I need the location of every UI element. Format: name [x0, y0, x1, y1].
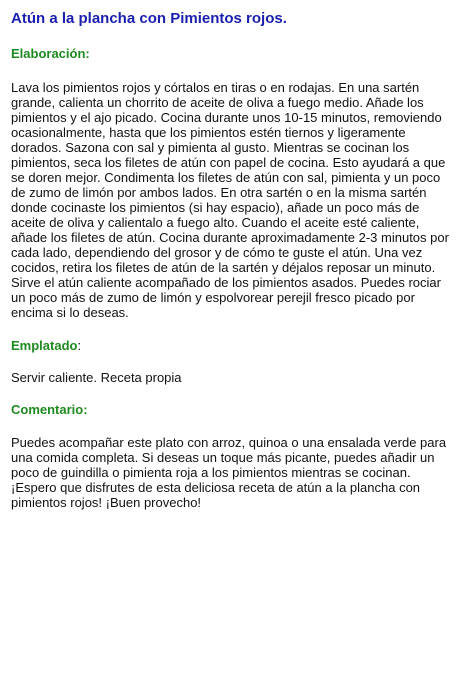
emplatado-heading: Emplatado — [11, 338, 78, 353]
emplatado-heading-colon: : — [77, 338, 82, 353]
recipe-title: Atún a la plancha con Pimientos rojos. — [11, 10, 287, 27]
emplatado-text: Servir caliente. Receta propia — [11, 370, 182, 385]
elaboracion-heading: Elaboración: — [11, 46, 90, 61]
emplatado-heading-row — [11, 338, 451, 354]
comentario-heading: Comentario: — [11, 402, 88, 417]
elaboracion-text: Lava los pimientos rojos y córtalos en tiras o en rodajas. En una sartén grande, calienta un chorrito de aceite de oliva a fuego medio. Añade los pimientos y el ajo picado. Cocina durante unos 10-15 minutos, removiendo ocasionalmente, hasta que los pimientos estén tiernos y ligeramente dorados. Sazona con sal y pimienta al gusto. Mientras se cocinan los pimientos, seca los filetes de atún con papel de cocina. Esto ayudará a que se doren mejor. Condimenta los filetes de atún con sal, pimienta y un poco de zumo de limón por ambos lados. En otra sartén o en la misma sartén donde cocinaste los pimientos (si hay espacio), añade un poco más de aceite de oliva y calientalo a fuego alto. Cuando el aceite esté caliente, añade los filetes de atún. Cocina durante aproximadamente 2-3 minutos por cada lado, dependiendo del grosor y de cómo te guste el atún. Una vez cocidos, retira los filetes de atún de la sartén y déjalos reposar un minuto. Sirve el atún caliente acompañado de los pimientos asados. Puedes rociar un poco más de zumo de limón y espolvorear perejil fresco picado por encima si lo deseas. — [11, 80, 449, 320]
comentario-text: Puedes acompañar este plato con arroz, quinoa o una ensalada verde para una comida completa. Si deseas un toque más picante, puedes añadir un poco de guindilla o pimienta roja a los pimientos mientras se cocinan. ¡Espero que disfrutes de esta deliciosa receta de atún a la plancha con pimientos rojos! ¡Buen provecho! — [11, 435, 447, 510]
